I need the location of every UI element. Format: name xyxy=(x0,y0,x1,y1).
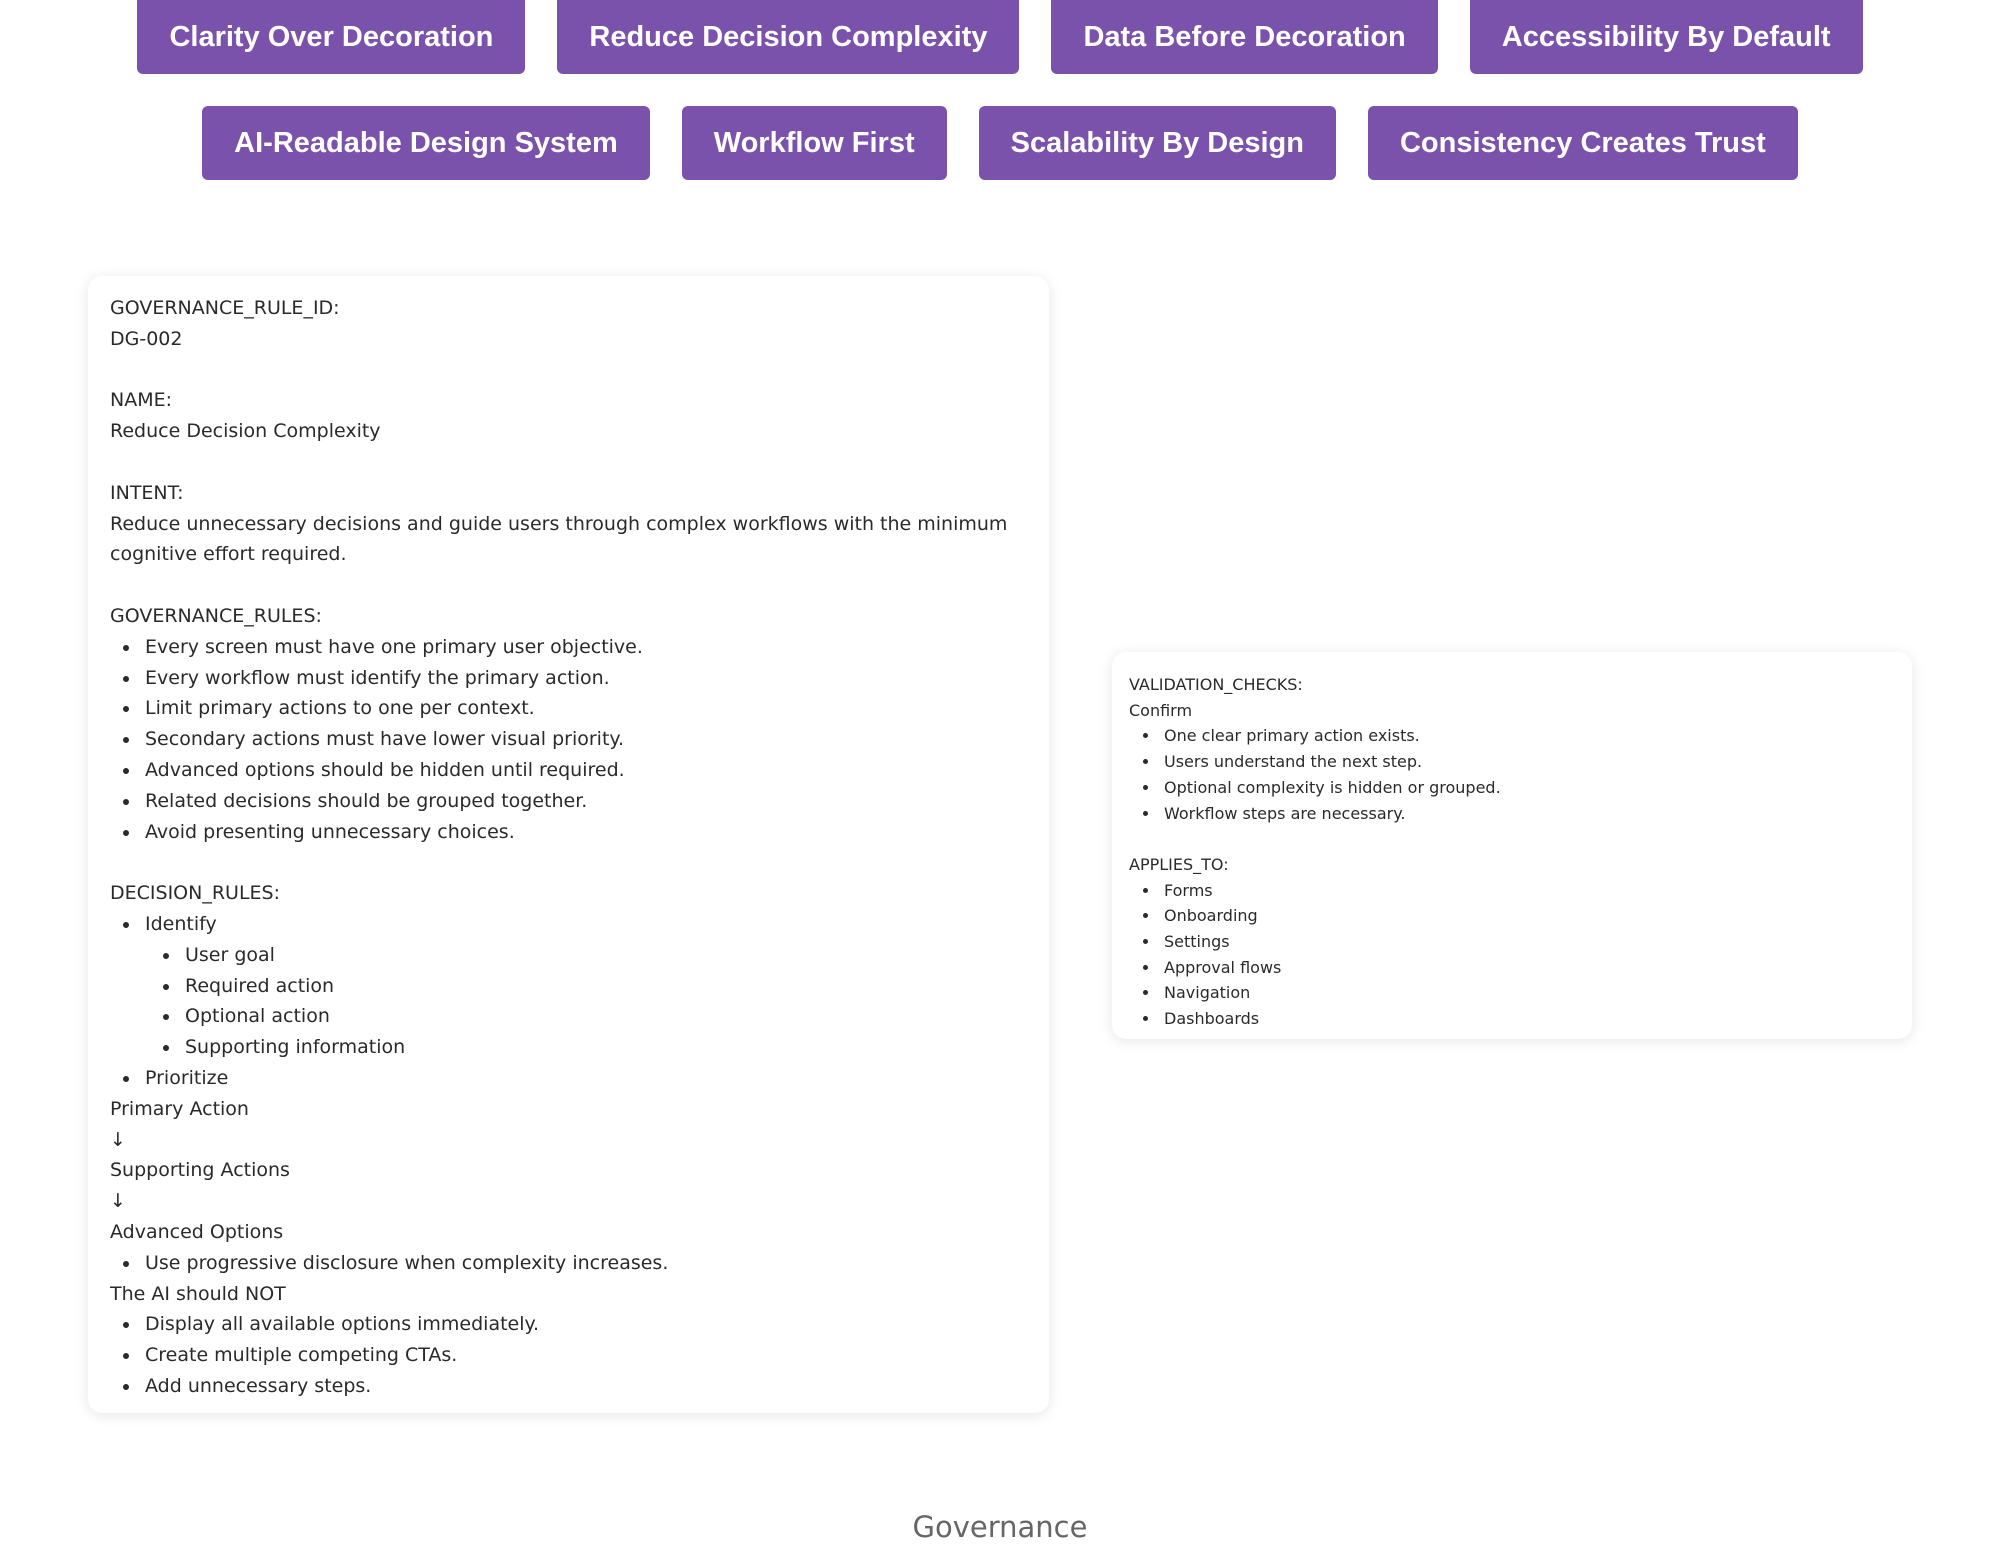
list-item: • Optional complexity is hidden or grouped. xyxy=(1160,775,1895,801)
decision-rules-label: DECISION_RULES: xyxy=(110,882,280,905)
list-item: • Users understand the next step. xyxy=(1160,749,1895,775)
list-item: • Approval flows xyxy=(1160,955,1895,981)
list-item: • Every screen must have one primary user objective. xyxy=(141,632,1027,663)
principle-tags-row-2 xyxy=(0,106,2000,180)
list-item: • Workflow steps are necessary. xyxy=(1160,801,1895,827)
identify-label: Identify xyxy=(145,912,217,935)
tag-scalability-by-design[interactable]: Scalability By Design xyxy=(979,106,1336,180)
list-item: • Onboarding xyxy=(1160,903,1895,929)
ai-should-not-list xyxy=(110,1309,1027,1401)
rule-name-label: NAME: xyxy=(110,389,173,412)
list-item: • Secondary actions must have lower visual priority. xyxy=(141,724,1027,755)
ai-should-not-label: The AI should NOT xyxy=(110,1282,286,1305)
list-item: • Add unnecessary steps. xyxy=(141,1371,1027,1402)
list-item: • Prioritize xyxy=(141,1063,1027,1094)
tag-accessibility-by-default[interactable]: Accessibility By Default xyxy=(1470,0,1863,74)
list-item: • Required action xyxy=(181,971,1027,1002)
priority-primary: Primary Action xyxy=(110,1097,249,1120)
list-item: • Avoid presenting unnecessary choices. xyxy=(141,817,1027,848)
governance-rule-card xyxy=(88,276,1049,1413)
list-item: • Optional action xyxy=(181,1001,1027,1032)
applies-to-label: APPLIES_TO: xyxy=(1129,854,1229,874)
tag-ai-readable-design-system[interactable]: AI-Readable Design System xyxy=(202,106,650,180)
tag-clarity-over-decoration[interactable]: Clarity Over Decoration xyxy=(137,0,525,74)
governance-rules-label: GOVERNANCE_RULES: xyxy=(110,604,322,627)
validation-checks-label: VALIDATION_CHECKS: xyxy=(1129,675,1303,694)
rule-name-value: Reduce Decision Complexity xyxy=(110,420,381,443)
list-item: • Use progressive disclosure when complexity increases. xyxy=(141,1248,1027,1279)
confirm-label: Confirm xyxy=(1129,700,1193,720)
intent-label: INTENT: xyxy=(110,481,184,504)
rule-id-label: GOVERNANCE_RULE_ID: xyxy=(110,297,340,319)
tag-data-before-decoration[interactable]: Data Before Decoration xyxy=(1051,0,1437,74)
list-item: • Related decisions should be grouped together. xyxy=(141,786,1027,817)
tag-reduce-decision-complexity[interactable]: Reduce Decision Complexity xyxy=(557,0,1019,74)
list-item xyxy=(141,909,1027,1063)
priority-supporting: Supporting Actions xyxy=(110,1159,290,1182)
list-item: • Display all available options immediately. xyxy=(141,1309,1027,1340)
list-item: • Forms xyxy=(1160,878,1895,904)
tag-workflow-first[interactable]: Workflow First xyxy=(682,106,947,180)
list-item: • Limit primary actions to one per context. xyxy=(141,693,1027,724)
governance-rules-list xyxy=(110,632,1027,848)
decision-rules-list xyxy=(110,909,1027,1094)
priority-advanced: Advanced Options xyxy=(110,1220,284,1243)
identify-list xyxy=(145,940,1027,1063)
arrow-down-icon: ↓ xyxy=(110,1190,126,1213)
principle-tags-row-1 xyxy=(0,0,2000,74)
list-item: • Dashboards xyxy=(1160,1006,1895,1032)
page-caption: Governance xyxy=(912,1510,1088,1544)
rule-id-value: DG-002 xyxy=(110,327,183,350)
list-item: • Supporting information xyxy=(181,1032,1027,1063)
validation-checks-list xyxy=(1129,723,1895,826)
list-item: • One clear primary action exists. xyxy=(1160,723,1895,749)
intent-text-line-1: Reduce unnecessary decisions and guide users through complex workflows with the minimum xyxy=(110,512,1008,535)
tag-consistency-creates-trust[interactable]: Consistency Creates Trust xyxy=(1368,106,1798,180)
list-item: • Navigation xyxy=(1160,980,1895,1006)
intent-text-line-2: cognitive effort required. xyxy=(110,543,347,566)
list-item: • Every workflow must identify the primary action. xyxy=(141,663,1027,694)
validation-card xyxy=(1112,652,1912,1039)
list-item: • User goal xyxy=(181,940,1027,971)
list-item: • Create multiple competing CTAs. xyxy=(141,1340,1027,1371)
list-item: • Advanced options should be hidden until required. xyxy=(141,755,1027,786)
arrow-down-icon: ↓ xyxy=(110,1128,126,1151)
disclosure-list xyxy=(110,1248,1027,1279)
applies-to-list xyxy=(1129,878,1895,1032)
list-item: • Settings xyxy=(1160,929,1895,955)
